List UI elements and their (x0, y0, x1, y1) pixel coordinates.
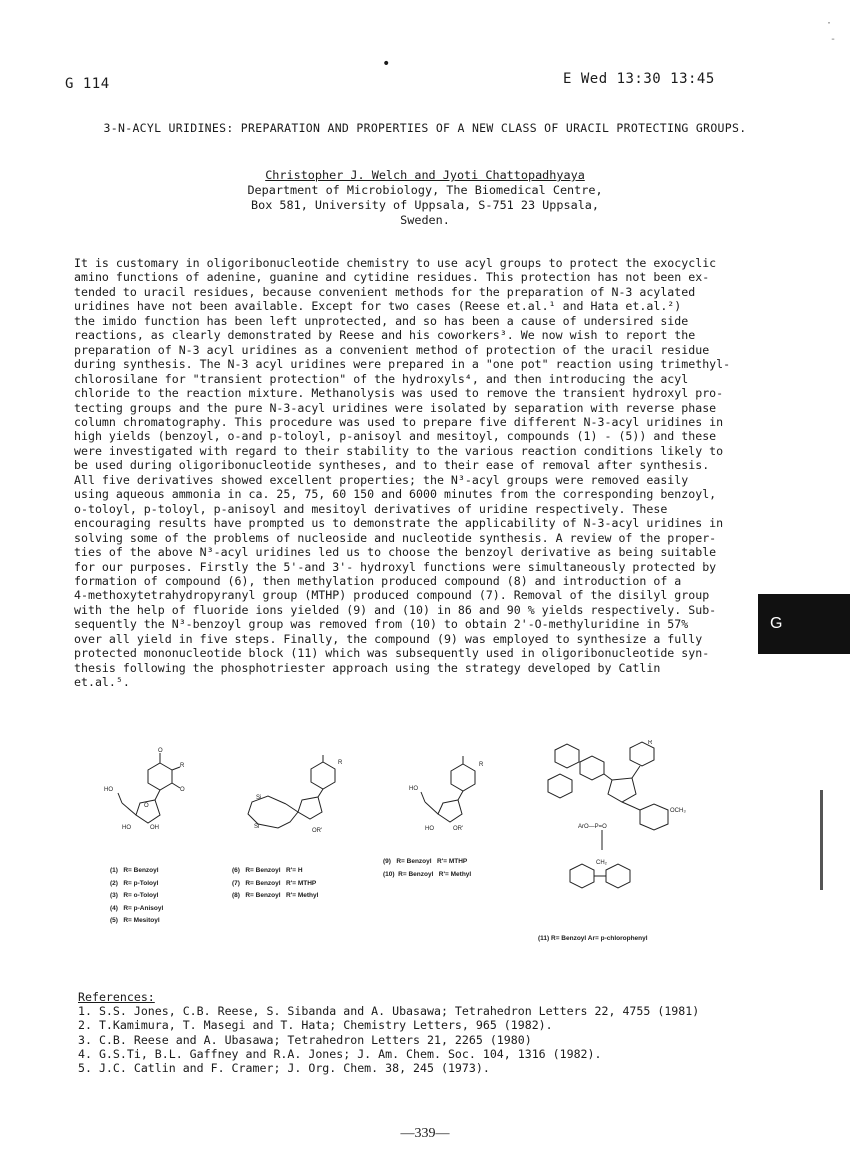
body-line: o-toloyl, p-toloyl, p-anisoyl and mesitoyl derivatives of uridine respectively. These (74, 501, 668, 516)
structure-1-5 (100, 745, 195, 835)
reference-item: 5. J.C. Catlin and F. Cramer; J. Org. Chem. 38, 245 (1973). (78, 1061, 490, 1076)
scheme-label: (1) R= Benzoyl (110, 867, 159, 874)
reference-item: 2. T.Kamimura, T. Masegi and T. Hata; Chemistry Letters, 965 (1982). (78, 1018, 553, 1033)
body-line: sequently the N³-benzoyl group was removed from (10) to obtain 2'-O-methyluridine in 57% (74, 617, 689, 632)
svg-text:OR': OR' (453, 826, 464, 832)
author-affiliation-1: Department of Microbiology, The Biomedical Centre, (247, 183, 603, 197)
paper-title: 3-N-ACYL URIDINES: PREPARATION AND PROPERTIES OF A NEW CLASS OF URACIL PROTECTING GROUPS. (103, 121, 747, 135)
scheme-label: (10) R= Benzoyl R'= Methyl (383, 870, 472, 878)
body-line: tended to uracil residues, because convenient methods for the preparation of N-3 acylated (74, 284, 696, 299)
scheme-label: (2) R= p-Toloyl (110, 879, 159, 887)
body-line: preparation of N-3 acyl uridines as a convenient method of protection of the uracil residue (74, 342, 710, 357)
body-line: during synthesis. The N-3 acyl uridines were prepared in a "one pot" reaction using trimethyl- (74, 357, 731, 372)
svg-text:HO: HO (104, 787, 113, 793)
body-line: over all yield in five steps. Finally, the compound (9) was employed to synthesize a fully (74, 631, 703, 646)
scheme-label: (6) R= Benzoyl R'= H (232, 867, 303, 874)
body-line: uridines have not been available. Except for two cases (Reese et.al.¹ and Hata et.al.²) (74, 299, 682, 314)
body-line: using aqueous ammonia in ca. 25, 75, 60 150 and 6000 minutes from the corresponding benzoyl, (74, 487, 717, 502)
body-line: All five derivatives showed excellent properties; the N³-acyl groups were removed easily (74, 472, 689, 487)
scheme-label-11: (11) R= Benzoyl Ar= p-chlorophenyl (538, 935, 648, 942)
author-affiliation-3: Sweden. (400, 213, 450, 227)
scheme-label: (9) R= Benzoyl R'= MTHP (383, 858, 468, 865)
svg-text:R: R (338, 760, 343, 766)
body-line: It is customary in oligoribonucleotide chemistry to use acyl groups to protect the exocyclic (74, 256, 717, 270)
svg-text:R: R (479, 762, 484, 768)
body-line: the imido function has been left unprotected, and so has been a cause of undersired side (74, 313, 689, 328)
reference-item: 1. S.S. Jones, C.B. Reese, S. Sibanda and A. Ubasawa; Tetrahedron Letters 22, 4755 (1981) (78, 1004, 700, 1019)
page-dot: • (382, 56, 391, 72)
section-tab-letter: G (770, 615, 783, 632)
scheme-label: (5) R= Mesitoyl (110, 917, 160, 924)
body-line: be used during oligoribonucleotide syntheses, and to their ease of removal after synthesis. (74, 458, 710, 473)
svg-text:CH₂: CH₂ (596, 860, 607, 866)
section-tab (758, 594, 850, 654)
corner-mark-top: · (826, 18, 833, 29)
svg-text:Si: Si (254, 824, 260, 830)
body-line: amino functions of adenine, guanine and cytidine residues. This protection has not been ex- (74, 270, 710, 285)
author-names: Christopher J. Welch and Jyoti Chattopadhyaya (265, 168, 585, 182)
body-line: ties of the above N³-acyl uridines led us to choose the benzoyl derivative as being suitable (74, 545, 717, 560)
body-line: tecting groups and the pure N-3-acyl uridines were isolated by separation with reverse phase (74, 400, 717, 415)
svg-text:OH: OH (150, 825, 159, 831)
body-line: protected mononucleotide block (11) which was subsequently used in oligoribonucleotide syn- (74, 646, 710, 661)
body-line: 4-methoxytetrahydropyranyl group (MTHP) produced compound (7). Removal of the disilyl group (74, 588, 710, 603)
scheme-label: (8) R= Benzoyl R'= Methyl (232, 892, 319, 899)
scheme-labels-9-10 (383, 856, 471, 881)
body-line: reactions, as clearly demonstrated by Reese and his coworkers³. We now wish to report the (74, 328, 696, 343)
svg-text:O: O (144, 803, 149, 809)
svg-text:O: O (180, 787, 185, 793)
body-line: et.al.⁵. (74, 675, 130, 690)
body-line: column chromatography. This procedure was used to prepare five different N-3-acyl uridines in (74, 414, 724, 429)
body-line: chloride to the reaction mixture. Methanolysis was used to remove the transient hydroxyl pro- (74, 386, 724, 401)
references-heading: References: (78, 990, 155, 1004)
author-block (0, 168, 850, 228)
body-line: encouraging results have prompted us to demonstrate the applicability of N-3-acyl uridines in (74, 516, 724, 531)
page-number: —339— (400, 1126, 450, 1141)
svg-text:HO: HO (122, 825, 131, 831)
structure-6-8 (238, 752, 358, 842)
scheme-labels-6-8 (232, 865, 318, 903)
reference-item: 3. C.B. Reese and A. Ubasawa; Tetrahedron Letters 21, 2265 (1980) (78, 1032, 532, 1047)
body-line: with the help of fluoride ions yielded (9) and (10) in 86 and 90 % yields respectively. Sub- (74, 602, 717, 617)
session-code: G 114 (65, 76, 110, 92)
svg-text:OR': OR' (312, 828, 323, 834)
svg-text:Si: Si (256, 795, 262, 801)
svg-text:ArO—P=O: ArO—P=O (578, 824, 607, 830)
scheme-labels-1-5 (110, 865, 163, 928)
session-datetime: E Wed 13:30 13:45 (563, 71, 715, 87)
margin-bar (820, 790, 823, 890)
body-line: chlorosilane for "transient protection" of the hydroxyls⁴, and then introducing the acyl (74, 371, 689, 386)
structure-9-10 (405, 752, 490, 832)
body-line: formation of compound (6), then methylation produced compound (8) and introduction of a (74, 573, 682, 588)
body-line: for our purposes. Firstly the 5'-and 3'- hydroxyl functions were simultaneously protected by (74, 559, 717, 574)
scheme-label: (3) R= o-Toloyl (110, 892, 159, 899)
body-line: high yields (benzoyl, o-and p-toloyl, p-anisoyl and mesitoyl, compounds (1) - (5)) and these (74, 429, 717, 444)
author-affiliation-2: Box 581, University of Uppsala, S-751 23 Uppsala, (250, 198, 599, 212)
body-line: thesis following the phosphotriester approach using the strategy developed by Catlin (74, 660, 661, 675)
svg-text:O: O (158, 748, 163, 754)
svg-text:R: R (180, 763, 185, 769)
svg-text:R: R (648, 740, 653, 746)
structure-11 (540, 740, 690, 900)
references (78, 990, 699, 1075)
body-line: were investigated with regard to their stability to the various reaction conditions likely to (74, 443, 724, 458)
body-line: solving some of the problems of nucleoside and nucleotide synthesis. A review of the proper- (74, 530, 717, 545)
abstract-body (74, 256, 731, 690)
reference-item: 4. G.S.Ti, B.L. Gaffney and R.A. Jones; J. Am. Chem. Soc. 104, 1316 (1982). (78, 1046, 602, 1061)
svg-text:HO: HO (409, 786, 418, 792)
svg-text:HO: HO (425, 826, 434, 832)
svg-text:OCH₃: OCH₃ (670, 808, 686, 814)
scheme-label: (7) R= Benzoyl R'= MTHP (232, 879, 317, 887)
scheme-label: (4) R= p-Anisoyl (110, 904, 164, 912)
corner-mark-second: - (830, 34, 837, 45)
